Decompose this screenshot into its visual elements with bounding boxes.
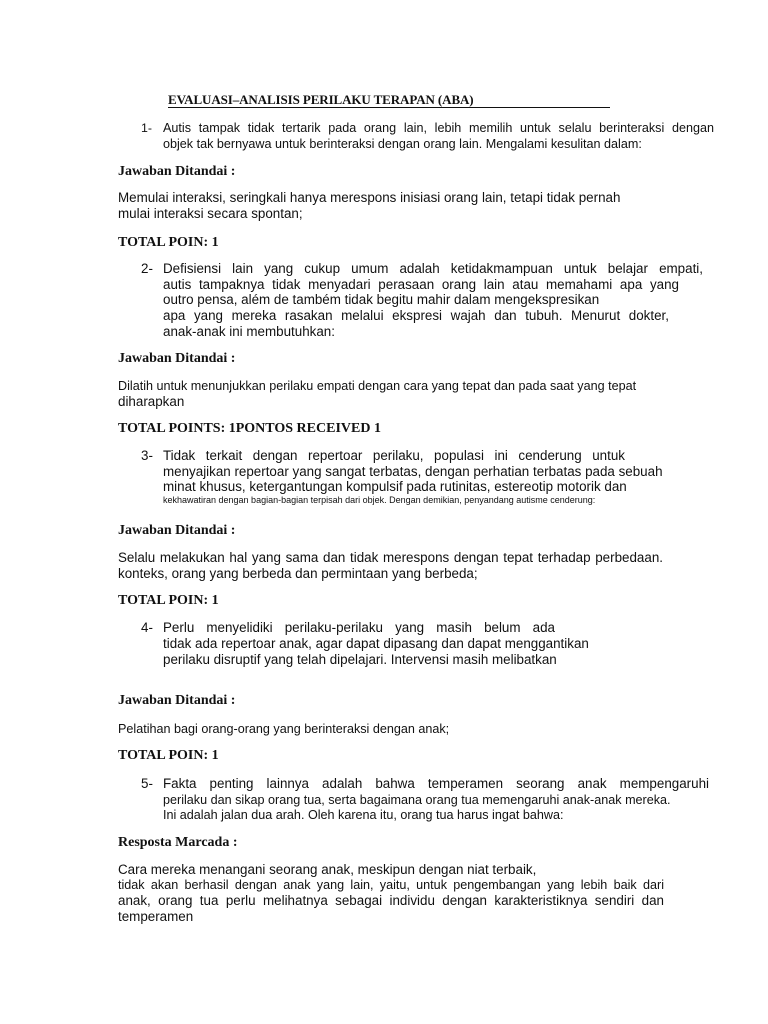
question-1-total: TOTAL POIN: 1 (118, 235, 219, 250)
question-4-line-3: perilaku disruptif yang telah dipelajari. Intervensi masih melibatkan (163, 652, 557, 667)
question-5-answer-heading: Resposta Marcada : (118, 835, 238, 850)
question-1-answer-heading: Jawaban Ditandai : (118, 164, 236, 179)
question-3-line-3: minat khusus, ketergantungan kompulsif pada rutinitas, estereotip motorik dan (163, 479, 627, 494)
question-2-line-1: Defisiensi lain yang cukup umum adalah ketidakmampuan untuk belajar empati, (163, 261, 703, 276)
document-title: EVALUASI–ANALISIS PERILAKU TERAPAN (ABA) (168, 93, 610, 108)
question-5-answer-line-3: anak, orang tua perlu melihatnya sebagai individu dengan karakteristiknya sendiri dan (118, 893, 664, 908)
question-1-answer-line-2: mulai interaksi secara spontan; (118, 206, 303, 221)
question-3-number: 3- (141, 448, 153, 463)
question-2-line-5: anak-anak ini membutuhkan: (163, 324, 335, 339)
question-3-answer-line-1: Selalu melakukan hal yang sama dan tidak merespons dengan tepat terhadap perbedaan. (118, 550, 663, 565)
question-5-line-2: perilaku dan sikap orang tua, serta bagaimana orang tua memengaruhi anak-anak mereka. (163, 793, 671, 807)
question-2-total: TOTAL POINTS: 1PONTOS RECEIVED 1 (118, 421, 381, 436)
question-3-line-1: Tidak terkait dengan repertoar perilaku, populasi ini cenderung untuk (163, 448, 625, 463)
question-2-answer-line-1: Dilatih untuk menunjukkan perilaku empati dengan cara yang tepat dan pada saat yang tepat (118, 379, 637, 393)
question-2-answer-line-2: diharapkan (118, 394, 185, 409)
question-5-answer-line-2: tidak akan berhasil dengan anak yang lain, yaitu, untuk pengembangan yang lebih baik dari (118, 878, 664, 892)
question-4-total: TOTAL POIN: 1 (118, 748, 219, 763)
question-2-line-4: apa yang mereka rasakan melalui ekspresi wajah dan tubuh. Menurut dokter, (163, 308, 669, 323)
question-5-line-3: Ini adalah jalan dua arah. Oleh karena itu, orang tua harus ingat bahwa: (163, 808, 564, 822)
question-1-line-1: Autis tampak tidak tertarik pada orang lain, lebih memilih untuk selalu berinteraksi dengan (163, 121, 714, 135)
question-2-line-3: outro pensa, além de também tidak begitu mahir dalam mengekspresikan (163, 292, 600, 307)
question-3-answer-line-2: konteks, orang yang berbeda dan permintaan yang berbeda; (118, 566, 478, 581)
question-4-number: 4- (141, 620, 153, 635)
question-5-number: 5- (141, 776, 153, 791)
question-2-number: 2- (141, 261, 153, 276)
question-2-line-2: autis tampaknya tidak menyadari perasaan orang lain atau memahami apa yang (163, 277, 679, 292)
question-3-answer-heading: Jawaban Ditandai : (118, 523, 236, 538)
question-4-line-1: Perlu menyelidiki perilaku-perilaku yang masih belum ada (163, 620, 555, 635)
question-4-line-2: tidak ada repertoar anak, agar dapat dipasang dan dapat menggantikan (163, 636, 589, 651)
question-4-answer-heading: Jawaban Ditandai : (118, 693, 236, 708)
question-1-answer-line-1: Memulai interaksi, seringkali hanya merespons inisiasi orang lain, tetapi tidak pernah (118, 190, 621, 205)
question-3-line-2: menyajikan repertoar yang sangat terbatas, dengan perhatian terbatas pada sebuah (163, 464, 663, 479)
question-3-total: TOTAL POIN: 1 (118, 593, 219, 608)
question-1-number: 1- (141, 121, 153, 135)
question-3-line-4: kekhawatiran dengan bagian-bagian terpisah dari objek. Dengan demikian, penyandang autisme cenderung: (163, 495, 596, 505)
question-5-line-1: Fakta penting lainnya adalah bahwa temperamen seorang anak mempengaruhi (163, 776, 709, 791)
question-5-answer-line-4: temperamen (118, 909, 194, 924)
question-5-answer-line-1: Cara mereka menangani seorang anak, meskipun dengan niat terbaik, (118, 862, 537, 877)
question-2-answer-heading: Jawaban Ditandai : (118, 351, 236, 366)
question-4-answer-line-1: Pelatihan bagi orang-orang yang berinteraksi dengan anak; (118, 722, 450, 736)
question-1-line-2: objek tak bernyawa untuk berinteraksi dengan orang lain. Mengalami kesulitan dalam: (163, 137, 642, 151)
